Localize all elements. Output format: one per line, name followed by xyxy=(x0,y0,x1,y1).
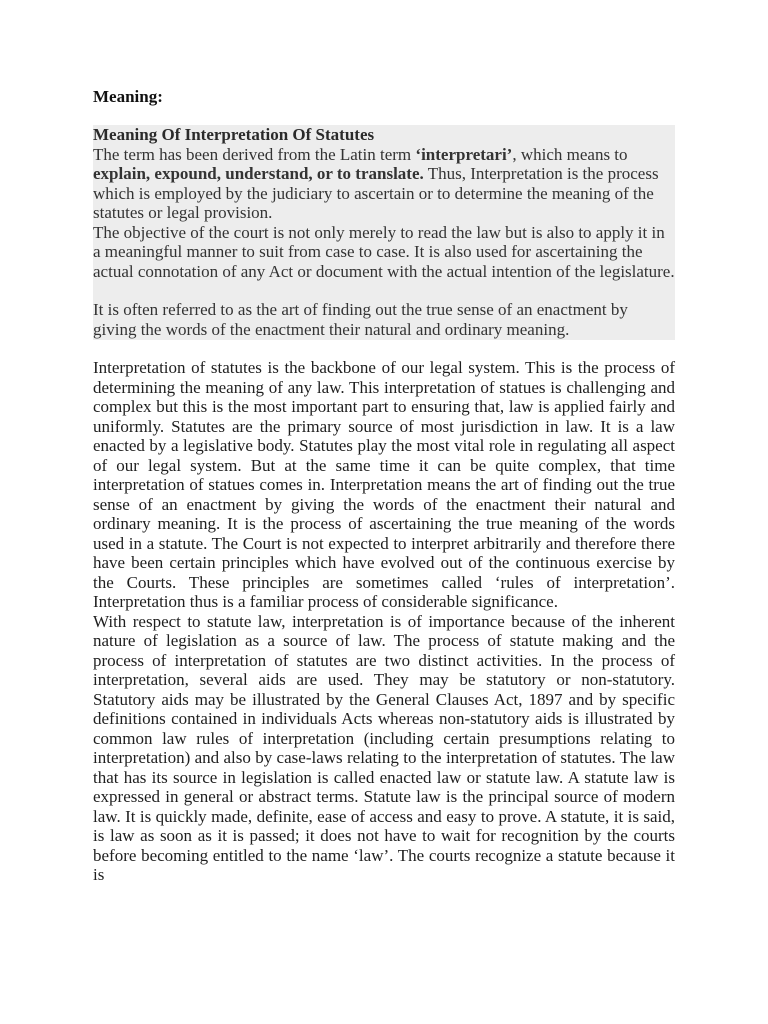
page-heading: Meaning: xyxy=(93,87,163,106)
document-page xyxy=(93,86,675,885)
art-paragraph: It is often referred to as the art of finding out the true sense of an enactment by giving the words of the enactment their natural and ordinary meaning. xyxy=(93,300,628,339)
main-body-text xyxy=(93,358,675,885)
latin-term: ‘interpretari’ xyxy=(415,144,513,164)
section-subtitle: Meaning Of Interpretation Of Statutes xyxy=(93,125,375,144)
body-paragraph: With respect to statute law, interpretation is of importance because of the inherent nature of legislation as a source of law. The process of statute making and the process of interpretation of statutes are two distinct activities. In the process of interpretation, several aids are used. They may be statutory or non-statutory. Statutory aids may be illustrated by the General Clauses Act, 1897 and by specific definitions contained in individuals Acts whereas non-statutory aids is illustrated by common law rules of interpretation (including certain presumptions relating to interpretation) and also by case-laws relating to the interpretation of statutes. The law that has its source in legislation is called enacted law or statute law. A statute law is expressed in general or abstract terms. Statute law is the principal source of modern law. It is quickly made, definite, ease of access and easy to prove. A statute, it is said, is law as soon as it is passed; it does not have to wait for recognition by the courts before becoming entitled to the name ‘law’. The courts recognize a statute because it is xyxy=(93,611,675,884)
definition-text-mid: , which means to xyxy=(512,144,628,164)
paragraph-gap xyxy=(93,281,675,300)
definition-text-end: Thus, Interpretation is the process which is employed by the judiciary to ascertain or to determine the meaning of the statutes or legal provision. xyxy=(93,164,659,222)
definition-text-start: The term has been derived from the Latin term xyxy=(93,144,416,164)
definition-paragraph xyxy=(93,145,675,223)
objective-paragraph: The objective of the court is not only merely to read the law but is also to apply it in a meaningful manner to suit from case to case. It is also used for ascertaining the actual connotation of any Act or document with the actual intention of the legislature. xyxy=(93,222,675,281)
body-paragraph: Interpretation of statutes is the backbone of our legal system. This is the process of determining the meaning of any law. This interpretation of statues is challenging and complex but this is the most important part to ensuring that, law is applied fairly and uniformly. Statutes are the primary source of most jurisdiction in law. It is a law enacted by a legislative body. Statutes play the most vital role in regulating all aspect of our legal system. But at the same time it can be quite complex, that time interpretation of statues comes in. Interpretation means the art of finding out the true sense of an enactment by giving the words of the enactment their natural and ordinary meaning. It is the process of ascertaining the true meaning of the words used in a statute. The Court is not expected to interpret arbitrarily and therefore there have been certain principles which have evolved out of the continuous exercise by the Courts. These principles are sometimes called ‘rules of interpretation’. Interpretation thus is a familiar process of considerable significance. xyxy=(93,358,675,611)
definition-meanings: explain, expound, understand, or to translate. xyxy=(93,164,424,183)
highlighted-definition-block xyxy=(93,125,675,340)
